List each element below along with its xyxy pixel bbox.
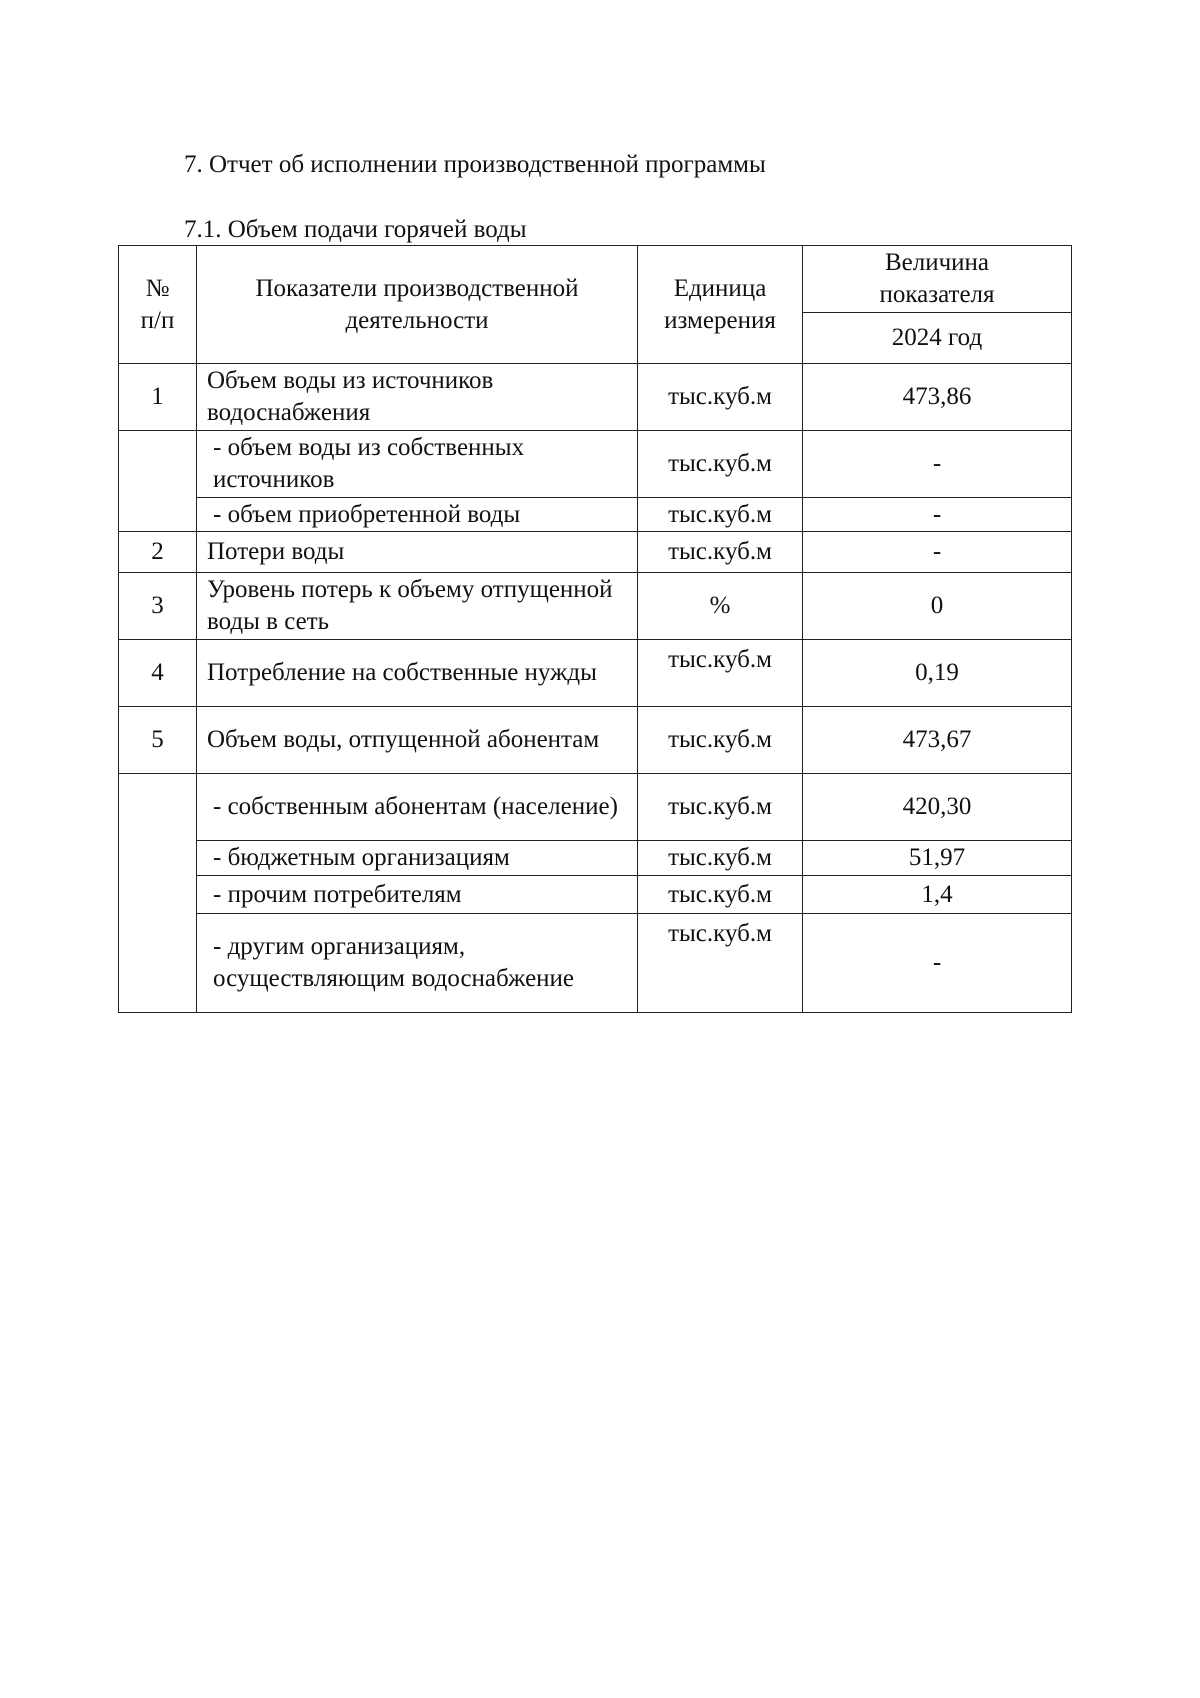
row-number	[119, 431, 197, 532]
row-number: 1	[119, 364, 197, 431]
row-unit: тыс.куб.м	[638, 707, 803, 774]
subsection-title: 7.1. Объем подачи горячей воды	[184, 216, 527, 243]
table-row	[119, 876, 1072, 914]
row-indicator: - объем воды из собственных источников	[197, 431, 638, 498]
row-unit: тыс.куб.м	[638, 498, 803, 532]
table-row	[119, 640, 1072, 707]
table-row	[119, 914, 1072, 1013]
row-value: -	[803, 498, 1072, 532]
table-row	[119, 841, 1072, 876]
row-number: 4	[119, 640, 197, 707]
row-number: 3	[119, 573, 197, 640]
row-value: 0,19	[803, 640, 1072, 707]
table-row	[119, 707, 1072, 774]
row-indicator: - другим организациям, осуществляющим водоснабжение	[197, 914, 638, 1013]
row-indicator: Объем воды из источников водоснабжения	[197, 364, 638, 431]
row-value: -	[803, 914, 1072, 1013]
table-row	[119, 532, 1072, 573]
row-unit: тыс.куб.м	[638, 914, 803, 1013]
row-value: -	[803, 532, 1072, 573]
header-number: № п/п	[119, 246, 197, 364]
row-value: -	[803, 431, 1072, 498]
row-unit: тыс.куб.м	[638, 841, 803, 876]
row-number: 2	[119, 532, 197, 573]
row-value: 473,86	[803, 364, 1072, 431]
table-row	[119, 498, 1072, 532]
row-value: 473,67	[803, 707, 1072, 774]
row-unit: %	[638, 573, 803, 640]
row-indicator: Потери воды	[197, 532, 638, 573]
row-indicator: Потребление на собственные нужды	[197, 640, 638, 707]
row-indicator: Уровень потерь к объему отпущенной воды в сеть	[197, 573, 638, 640]
table-row	[119, 431, 1072, 498]
row-value: 420,30	[803, 774, 1072, 841]
row-value: 0	[803, 573, 1072, 640]
table-row	[119, 573, 1072, 640]
row-indicator: Объем воды, отпущенной абонентам	[197, 707, 638, 774]
row-unit: тыс.куб.м	[638, 431, 803, 498]
row-unit: тыс.куб.м	[638, 876, 803, 914]
table-row	[119, 774, 1072, 841]
row-number	[119, 774, 197, 1013]
header-value: Величина показателя	[803, 246, 1072, 313]
row-unit: тыс.куб.м	[638, 774, 803, 841]
row-indicator: - объем приобретенной воды	[197, 498, 638, 532]
header-indicator: Показатели производственной деятельности	[197, 246, 638, 364]
row-indicator: - бюджетным организациям	[197, 841, 638, 876]
row-value: 51,97	[803, 841, 1072, 876]
header-year: 2024 год	[803, 313, 1072, 364]
row-indicator: - прочим потребителям	[197, 876, 638, 914]
row-number: 5	[119, 707, 197, 774]
row-unit: тыс.куб.м	[638, 532, 803, 573]
row-unit: тыс.куб.м	[638, 364, 803, 431]
production-program-table	[118, 245, 1072, 1013]
row-indicator: - собственным абонентам (население)	[197, 774, 638, 841]
row-unit: тыс.куб.м	[638, 640, 803, 707]
table-row	[119, 364, 1072, 431]
row-value: 1,4	[803, 876, 1072, 914]
header-unit: Единица измерения	[638, 246, 803, 364]
section-title: 7. Отчет об исполнении производственной программы	[184, 151, 766, 178]
